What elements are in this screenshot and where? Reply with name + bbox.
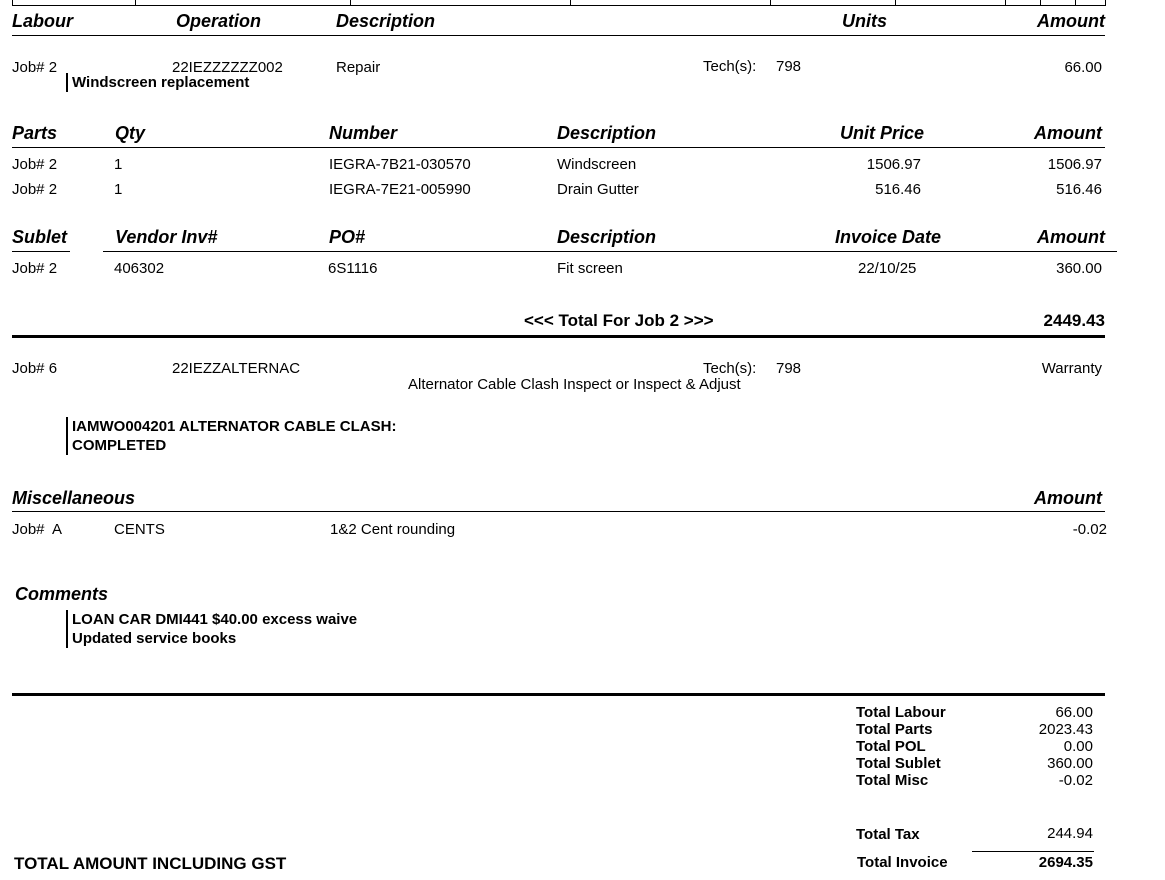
total-label: Total POL bbox=[856, 738, 926, 755]
job6-note-line: COMPLETED bbox=[72, 437, 167, 454]
labour-techs-label: Tech(s): bbox=[703, 58, 757, 75]
misc-amount-header: Amount bbox=[1034, 488, 1102, 508]
sublet-amount-header: Amount bbox=[1037, 227, 1105, 247]
job-total-label: <<< Total For Job 2 >>> bbox=[524, 311, 714, 330]
comments-note bbox=[66, 610, 357, 648]
parts-description: Drain Gutter bbox=[557, 181, 639, 198]
comment-line: Updated service books bbox=[72, 630, 237, 647]
parts-qty-header: Qty bbox=[115, 123, 146, 143]
sublet-invoice-date: 22/10/25 bbox=[858, 260, 917, 277]
grand-total-label: TOTAL AMOUNT INCLUDING GST bbox=[14, 854, 287, 873]
sublet-job: Job# 2 bbox=[12, 260, 58, 277]
parts-number: IEGRA-7B21-030570 bbox=[329, 156, 471, 173]
parts-qty: 1 bbox=[114, 181, 123, 198]
job6-techs: 798 bbox=[776, 360, 802, 377]
total-tax-value: 244.94 bbox=[1047, 825, 1093, 842]
sublet-invoice-date-header: Invoice Date bbox=[835, 227, 942, 247]
parts-number: IEGRA-7E21-005990 bbox=[329, 181, 471, 198]
labour-techs: 798 bbox=[776, 58, 802, 75]
parts-description: Windscreen bbox=[557, 156, 637, 173]
sublet-header-rule bbox=[103, 251, 1117, 252]
invoice-rule bbox=[972, 851, 1094, 852]
labour-description: Repair bbox=[336, 59, 381, 76]
labour-operation: 22IEZZZZZZ002 bbox=[172, 59, 283, 76]
parts-unit-price: 1506.97 bbox=[866, 156, 921, 173]
parts-amount: 516.46 bbox=[1056, 181, 1102, 198]
top-table-tick bbox=[350, 0, 351, 6]
labour-header-rule bbox=[12, 35, 1105, 36]
total-invoice-value: 2694.35 bbox=[1038, 854, 1093, 871]
top-table-tick bbox=[770, 0, 771, 6]
total-value: 0.00 bbox=[1063, 738, 1093, 755]
sublet-description: Fit screen bbox=[557, 260, 623, 277]
labour-note: Windscreen replacement bbox=[66, 73, 249, 92]
top-table-tick bbox=[1075, 0, 1076, 6]
job6-operation: 22IEZZALTERNAC bbox=[172, 360, 301, 377]
parts-job: Job# 2 bbox=[12, 156, 58, 173]
totals-rule bbox=[12, 693, 1105, 696]
sublet-vendor-inv: 406302 bbox=[114, 260, 165, 277]
sublet-description-header: Description bbox=[557, 227, 657, 247]
sublet-header: Sublet bbox=[12, 227, 68, 247]
parts-amount: 1506.97 bbox=[1047, 156, 1102, 173]
parts-qty: 1 bbox=[114, 156, 123, 173]
parts-job: Job# 2 bbox=[12, 181, 58, 198]
job6-techs-label: Tech(s): bbox=[703, 360, 757, 377]
parts-unit-price: 516.46 bbox=[875, 181, 921, 198]
job-total-amount: 2449.43 bbox=[1043, 311, 1105, 330]
labour-amount: 66.00 bbox=[1064, 59, 1102, 76]
parts-number-header: Number bbox=[329, 123, 398, 143]
total-value: -0.02 bbox=[1058, 772, 1093, 789]
total-tax-label: Total Tax bbox=[856, 826, 920, 843]
job-total-rule bbox=[12, 335, 1105, 338]
sublet-po-header: PO# bbox=[329, 227, 366, 247]
total-label: Total Misc bbox=[856, 772, 929, 789]
misc-job: Job# A bbox=[12, 521, 63, 538]
total-value: 360.00 bbox=[1047, 755, 1093, 772]
top-table-tick bbox=[12, 0, 13, 6]
top-table-tick bbox=[135, 0, 136, 6]
misc-header: Miscellaneous bbox=[12, 488, 136, 508]
job6-description: Alternator Cable Clash Inspect or Inspect & Adjust bbox=[408, 376, 741, 393]
sublet-po: 6S1116 bbox=[328, 260, 378, 277]
parts-header: Parts bbox=[12, 123, 58, 143]
job6-note-line: IAMWO004201 ALTERNATOR CABLE CLASH: bbox=[72, 418, 397, 435]
misc-description: 1&2 Cent rounding bbox=[330, 521, 456, 538]
total-value: 2023.43 bbox=[1038, 721, 1093, 738]
labour-operation-header: Operation bbox=[176, 11, 262, 31]
misc-code: CENTS bbox=[114, 521, 165, 538]
total-value: 66.00 bbox=[1055, 704, 1093, 721]
top-table-tick bbox=[1105, 0, 1106, 6]
sublet-header-rule bbox=[12, 251, 70, 252]
parts-unit-price-header: Unit Price bbox=[839, 123, 924, 143]
sublet-amount: 360.00 bbox=[1056, 260, 1102, 277]
total-label: Total Sublet bbox=[856, 755, 941, 772]
labour-header: Labour bbox=[12, 11, 73, 31]
labour-units-header: Units bbox=[842, 11, 887, 31]
job6-status: Warranty bbox=[1041, 360, 1102, 377]
parts-description-header: Description bbox=[557, 123, 657, 143]
top-table-tick bbox=[1005, 0, 1006, 6]
top-table-tick bbox=[1040, 0, 1041, 6]
sublet-vendor-header: Vendor Inv# bbox=[115, 227, 218, 247]
comments-header: Comments bbox=[15, 584, 109, 604]
misc-header-rule bbox=[12, 511, 1105, 512]
parts-header-rule bbox=[12, 147, 1105, 148]
top-table-border bbox=[12, 5, 1105, 6]
total-label: Total Parts bbox=[856, 721, 933, 738]
labour-job: Job# 2 bbox=[12, 59, 58, 76]
job6-job: Job# 6 bbox=[12, 360, 58, 377]
labour-amount-header: Amount bbox=[1037, 11, 1105, 31]
misc-amount: -0.02 bbox=[1072, 521, 1107, 538]
total-invoice-label: Total Invoice bbox=[857, 854, 948, 871]
top-table-tick bbox=[570, 0, 571, 6]
comment-line: LOAN CAR DMI441 $40.00 excess waive bbox=[72, 611, 358, 628]
top-table-tick bbox=[895, 0, 896, 6]
total-label: Total Labour bbox=[856, 704, 946, 721]
job6-note bbox=[66, 417, 396, 455]
parts-amount-header: Amount bbox=[1034, 123, 1102, 143]
labour-description-header: Description bbox=[336, 11, 436, 31]
